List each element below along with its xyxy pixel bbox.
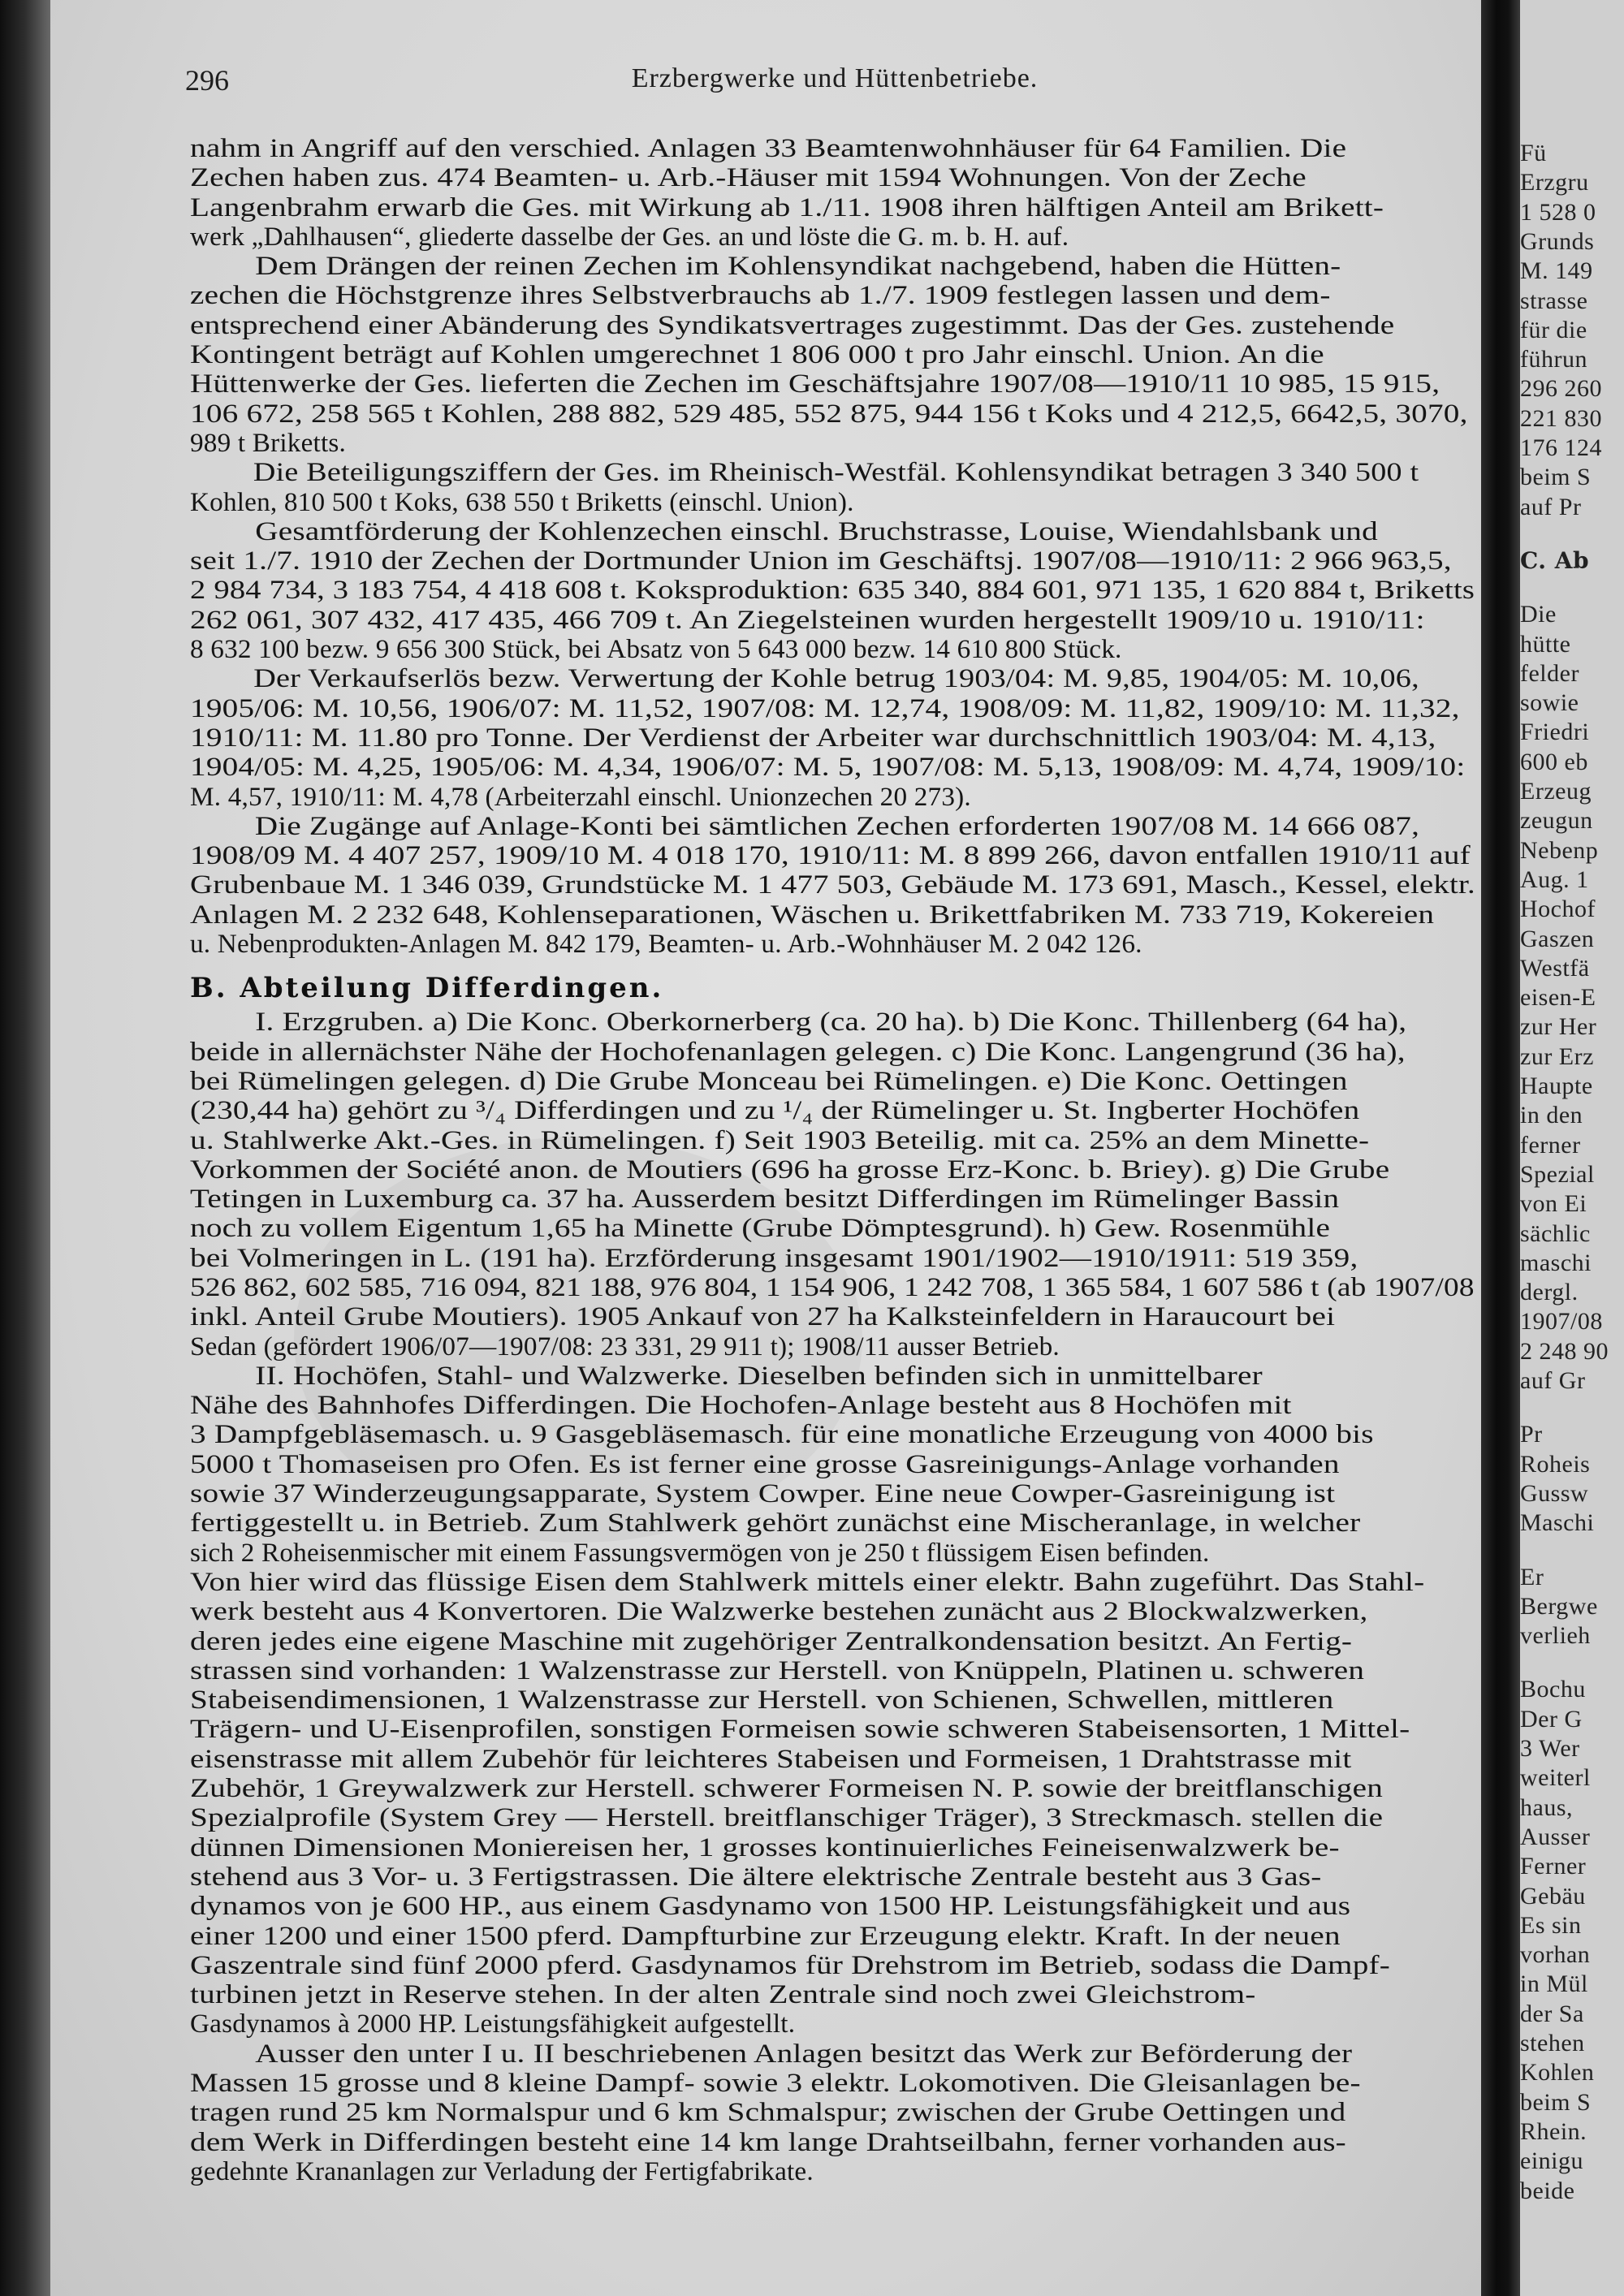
facing-page-line: Kohlen <box>1520 2059 1595 2087</box>
facing-page-line: Der G <box>1520 1705 1583 1733</box>
facing-page-line: führun <box>1520 346 1587 373</box>
facing-page-line: 221 830 <box>1520 404 1602 432</box>
text-line: stehend aus 3 Vor- u. 3 Fertigstrassen. Die ältere elektrische Zentrale besteht aus 3 Gas- <box>190 1862 1322 1892</box>
facing-page-line: strasse <box>1520 287 1588 314</box>
text-line: 5000 t Thomaseisen pro Ofen. Es ist ferner eine grosse Gasreinigungs-Anlage vorhanden <box>190 1449 1340 1479</box>
text-line: eisenstrasse mit allem Zubehör für leichteres Stabeisen und Formeisen, 1 Drahtstrasse mit <box>190 1744 1352 1774</box>
text-line: u. Nebenprodukten-Anlagen M. 842 179, Beamten- u. Arb.-Wohnhäuser M. 2 042 126. <box>190 930 1142 960</box>
text-line: 3 Dampfgebläsemasch. u. 9 Gasgebläsemasch. für eine monatliche Erzeugung von 4000 bis <box>190 1420 1374 1450</box>
text-line: dünnen Dimensionen Moniereisen her, 1 grosses kontinuierliches Feineisenwalzwerk be- <box>190 1832 1340 1862</box>
facing-page-line: 600 eb <box>1520 748 1588 775</box>
text-line: 8 632 100 bezw. 9 656 300 Stück, bei Absatz von 5 643 000 bezw. 14 610 800 Stück. <box>190 635 1122 665</box>
text-line: Langenbrahm erwarb die Ges. mit Wirkung ab 1./11. 1908 ihren hälftigen Anteil am Brikett- <box>190 192 1384 222</box>
facing-page-line: zur Erz <box>1520 1042 1594 1070</box>
facing-page-line: 1907/08 <box>1520 1308 1603 1336</box>
body-text <box>190 134 1481 2186</box>
facing-page-line: Bochu <box>1520 1676 1586 1703</box>
text-line: turbinen jetzt in Reserve stehen. In der alten Zentrale sind noch zwei Gleichstrom- <box>190 1980 1256 2010</box>
facing-page-line: Es sin <box>1520 1911 1582 1939</box>
facing-page-line: Westfä <box>1520 954 1590 982</box>
facing-page-line: 3 Wer <box>1520 1735 1580 1762</box>
text-line: 262 061, 307 432, 417 435, 466 709 t. An Ziegelsteinen wurden hergestellt 1909/10 u. 1910/11: <box>190 605 1425 635</box>
text-line: Zechen haben zus. 474 Beamten- u. Arb.-Häuser mit 1594 Wohnungen. Von der Zeche <box>190 163 1307 193</box>
text-line: zechen die Höchstgrenze ihres Selbstverbrauchs ab 1./7. 1909 festlegen lassen und dem- <box>190 281 1331 311</box>
text-line: 1905/06: M. 10,56, 1906/07: M. 11,52, 1907/08: M. 12,74, 1908/09: M. 11,82, 1909/10: M. 11,32, <box>190 693 1460 723</box>
text-line: noch zu vollem Eigentum 1,65 ha Minette (Grube Dömptesgrund). h) Gew. Rosenmühle <box>190 1214 1331 1244</box>
facing-page-line: beim S <box>1520 464 1592 491</box>
text-line: Gesamtförderung der Kohlenzechen einschl. Bruchstrasse, Louise, Wiendahlsbank und <box>255 516 1378 546</box>
text-line: bei Rümelingen gelegen. d) Die Grube Monceau bei Rümelingen. e) Die Konc. Oettingen <box>190 1066 1348 1096</box>
text-line: Kohlen, 810 500 t Koks, 638 550 t Briketts (einschl. Union). <box>190 487 854 517</box>
text-line: Grubenbaue M. 1 346 039, Grundstücke M. 1 477 503, Gebäude M. 173 691, Masch., Kessel, elektr. <box>190 870 1475 900</box>
facing-page-line: Rhein. <box>1520 2117 1587 2145</box>
facing-page-line: Maschi <box>1520 1509 1595 1537</box>
text-line: (230,44 ha) gehört zu ³/₄ Differdingen und zu ¹/₄ der Rümelinger u. St. Ingberter Hochöfen <box>190 1096 1360 1126</box>
text-line: Stabeisendimensionen, 1 Walzenstrasse zur Herstell. von Schienen, Schwellen, mittleren <box>190 1685 1334 1716</box>
facing-page-line: von Ei <box>1520 1190 1587 1218</box>
text-line: dynamos von je 600 HP., aus einem Gasdynamo von 1500 HP. Leistungsfähigkeit und aus <box>190 1892 1351 1922</box>
running-title: Erzbergwerke und Hüttenbetriebe. <box>631 63 1039 93</box>
facing-page-line: beim S <box>1520 2088 1592 2116</box>
facing-page-line: für die <box>1520 316 1587 343</box>
text-line: Von hier wird das flüssige Eisen dem Stahlwerk mittels einer elektr. Bahn zugeführt. Das Stahl- <box>190 1567 1425 1597</box>
text-line: fertiggestellt u. in Betrieb. Zum Stahlwerk gehört zunächst eine Mischeranlage, in welcher <box>190 1508 1361 1539</box>
scan-left-edge <box>0 0 50 2296</box>
text-line: 526 862, 602 585, 716 094, 821 188, 976 804, 1 154 906, 1 242 708, 1 365 584, 1 607 586 t (ab 1907/08 <box>190 1272 1475 1302</box>
text-line: Tetingen in Luxemburg ca. 37 ha. Ausserdem besitzt Differdingen im Rümelinger Bassin <box>190 1185 1340 1215</box>
text-line: Der Verkaufserlös bezw. Verwertung der Kohle betrug 1903/04: M. 9,85, 1904/05: M. 10,06, <box>253 664 1419 694</box>
text-line: werk „Dahlhausen“, gliederte dasselbe der Ges. an und löste die G. m. b. H. auf. <box>190 222 1069 252</box>
text-line: I. Erzgruben. a) Die Konc. Oberkornerberg (ca. 20 ha). b) Die Konc. Thillenberg (64 ha), <box>255 1008 1407 1038</box>
facing-page-line: Er <box>1520 1563 1544 1590</box>
facing-page-line: Fü <box>1520 140 1547 166</box>
facing-page-line: Bergwe <box>1520 1592 1598 1620</box>
text-line: nahm in Angriff auf den verschied. Anlagen 33 Beamtenwohnhäuser für 64 Familien. Die <box>190 134 1347 163</box>
facing-page-line: ferner <box>1520 1131 1581 1159</box>
facing-page-line: auf Gr <box>1520 1367 1586 1394</box>
text-line: dem Werk in Differdingen besteht eine 14 km lange Drahtseilbahn, ferner vorhanden aus- <box>190 2127 1346 2157</box>
text-line: beide in allernächster Nähe der Hochofenanlagen gelegen. c) Die Konc. Langengrund (36 ha), <box>190 1037 1406 1067</box>
facing-page-line: Ausser <box>1520 1823 1591 1850</box>
text-line: Sedan (gefördert 1906/07—1907/08: 23 331, 29 911 t); 1908/11 ausser Betrieb. <box>190 1331 1060 1362</box>
facing-page-line: eisen-E <box>1520 984 1596 1012</box>
facing-page-line: 296 260 <box>1520 375 1602 403</box>
facing-page-line: C. Ab <box>1520 546 1590 574</box>
facing-page-line: haus, <box>1520 1793 1573 1821</box>
facing-page-line: Die <box>1520 601 1557 628</box>
facing-page-line: Friedri <box>1520 719 1590 746</box>
facing-page-line: hütte <box>1520 630 1571 658</box>
facing-page-fragment <box>1520 0 1624 2296</box>
facing-page-line: 176 124 <box>1520 434 1602 461</box>
text-line: Gasdynamos à 2000 HP. Leistungsfähigkeit aufgestellt. <box>190 2009 796 2039</box>
text-line: inkl. Anteil Grube Moutiers). 1905 Ankauf von 27 ha Kalksteinfeldern in Haraucourt bei <box>190 1302 1336 1332</box>
facing-page-line: zeugun <box>1520 807 1593 835</box>
facing-page-line: beide <box>1520 2177 1575 2204</box>
text-line: tragen rund 25 km Normalspur und 6 km Schmalspur; zwischen der Grube Oettingen und <box>190 2098 1346 2128</box>
facing-page-line: Pr <box>1520 1421 1543 1448</box>
text-line: Dem Drängen der reinen Zechen im Kohlensyndikat nachgebend, haben die Hütten- <box>255 252 1341 282</box>
text-line: Massen 15 grosse und 8 kleine Dampf- sowie 3 elektr. Lokomotiven. Die Gleisanlagen be- <box>190 2069 1361 2098</box>
text-line: Vorkommen der Société anon. de Moutiers (696 ha grosse Erz-Konc. b. Briey). g) Die Grube <box>190 1154 1390 1185</box>
facing-page-line: 2 248 90 <box>1520 1337 1609 1365</box>
facing-page-line: Gaszen <box>1520 925 1595 952</box>
facing-page-line: Roheis <box>1520 1450 1591 1478</box>
facing-page-line: felder <box>1520 659 1579 687</box>
facing-page-line: Ferner <box>1520 1853 1587 1880</box>
facing-page-line: der Sa <box>1520 2000 1584 2027</box>
text-line: deren jedes eine eigene Maschine mit zugehöriger Zentralkondensation besitzt. An Fertig- <box>190 1626 1353 1656</box>
facing-page-line: auf Pr <box>1520 493 1582 520</box>
facing-page-line: Erzgru <box>1520 169 1589 196</box>
facing-page-line: Haupte <box>1520 1072 1593 1099</box>
text-line: II. Hochöfen, Stahl- und Walzwerke. Dieselben befinden sich in unmittelbarer <box>255 1361 1263 1391</box>
page-number: 296 <box>185 64 229 97</box>
text-line: 1908/09 M. 4 407 257, 1909/10 M. 4 018 170, 1910/11: M. 8 899 266, davon entfallen 1910/11 auf <box>190 841 1471 871</box>
facing-page-line: 1 528 0 <box>1520 198 1596 226</box>
facing-page-line: in den <box>1520 1102 1583 1129</box>
facing-page-line: in Mül <box>1520 1970 1588 1998</box>
text-line: gedehnte Krananlagen zur Verladung der Fertigfabrikate. <box>190 2156 814 2186</box>
text-line: Die Zugänge auf Anlage-Konti bei sämtlichen Zechen erforderten 1907/08 M. 14 666 087, <box>254 811 1420 841</box>
text-line: Nähe des Bahnhofes Differdingen. Die Hochofen-Anlage besteht aus 8 Hochöfen mit <box>190 1391 1292 1421</box>
text-line: sowie 37 Winderzeugungsapparate, System Cowper. Eine neue Cowper-Gasreinigung ist <box>190 1479 1336 1509</box>
facing-page-line: sowie <box>1520 689 1579 717</box>
text-line: u. Stahlwerke Akt.-Ges. in Rümelingen. f) Seit 1903 Beteilig. mit ca. 25% an dem Minette- <box>190 1125 1370 1155</box>
facing-page-line: zur Her <box>1520 1013 1597 1041</box>
text-line: einer 1200 und einer 1500 pferd. Dampfturbine zur Erzeugung elektr. Kraft. In der neuen <box>190 1921 1341 1951</box>
text-line: 106 672, 258 565 t Kohlen, 288 882, 529 485, 552 875, 944 156 t Koks und 4 212,5, 6642,5, 3070, <box>190 399 1468 429</box>
text-line: sich 2 Roheisenmischer mit einem Fassungsvermögen von je 250 t flüssigem Eisen befinden. <box>190 1538 1210 1568</box>
facing-page-line: Gebäu <box>1520 1882 1586 1910</box>
text-line: Die Beteiligungsziffern der Ges. im Rheinisch-Westfäl. Kohlensyndikat betragen 3 340 500 t <box>253 458 1419 488</box>
facing-page-line: einigu <box>1520 2147 1583 2175</box>
text-line: Ausser den unter I u. II beschriebenen Anlagen besitzt das Werk zur Beförderung der <box>255 2039 1353 2069</box>
facing-page-line: vorhan <box>1520 1941 1591 1969</box>
text-line: M. 4,57, 1910/11: M. 4,78 (Arbeiterzahl einschl. Unionzechen 20 273). <box>190 782 971 812</box>
facing-page-line: Grunds <box>1520 227 1595 255</box>
facing-page-line: Aug. 1 <box>1520 865 1589 893</box>
facing-page-line: maschi <box>1520 1249 1592 1276</box>
text-line: 1910/11: M. 11.80 pro Tonne. Der Verdienst der Arbeiter war durchschnittlich 1903/04: M. 4,13, <box>190 723 1436 753</box>
facing-page-line: Spezial <box>1520 1160 1595 1188</box>
text-line: entsprechend einer Abänderung des Syndikatsvertrages zugestimmt. Das der Ges. zustehende <box>190 310 1395 340</box>
text-line: seit 1./7. 1910 der Zechen der Dortmunder Union im Geschäftsj. 1907/08—1910/11: 2 966 963,5, <box>190 546 1452 576</box>
facing-page-line: M. 149 <box>1520 257 1593 285</box>
facing-page-line: stehen <box>1520 2030 1585 2056</box>
text-line: Zubehör, 1 Greywalzwerk zur Herstell. schwerer Formeisen N. P. sowie der breitflanschigen <box>190 1774 1384 1804</box>
text-line: 1904/05: M. 4,25, 1905/06: M. 4,34, 1906/07: M. 5, 1907/08: M. 5,13, 1908/09: M. 4,74, 1909/10: <box>190 753 1466 783</box>
facing-page-line: Gussw <box>1520 1479 1589 1507</box>
text-line: Gaszentrale sind fünf 2000 pferd. Gasdynamos für Drehstrom im Betrieb, sodass die Dampf- <box>190 1950 1391 1980</box>
facing-page-line: sächlic <box>1520 1219 1591 1247</box>
facing-page-line: Erzeug <box>1520 778 1592 805</box>
facing-page-line: Nebenp <box>1520 836 1599 864</box>
text-line: Kontingent beträgt auf Kohlen umgerechnet 1 806 000 t pro Jahr einschl. Union. An die <box>190 340 1324 370</box>
text-line: Anlagen M. 2 232 648, Kohlenseparationen, Wäschen u. Brikettfabriken M. 733 719, Kokereien <box>190 900 1435 930</box>
text-line: Hüttenwerke der Ges. lieferten die Zechen im Geschäftsjahre 1907/08—1910/11 10 985, 15 915, <box>190 369 1440 399</box>
book-gutter <box>1481 0 1520 2296</box>
text-line: strassen sind vorhanden: 1 Walzenstrasse zur Herstell. von Knüppeln, Platinen u. schweren <box>190 1655 1365 1685</box>
text-line: 989 t Briketts. <box>190 428 346 458</box>
facing-page-line: Hochof <box>1520 896 1596 923</box>
facing-page-line: weiterl <box>1520 1764 1591 1792</box>
text-line: werk besteht aus 4 Konvertoren. Die Walzwerke bestehen zunächt aus 2 Blockwalzwerken, <box>190 1597 1368 1627</box>
text-line: 2 984 734, 3 183 754, 4 418 608 t. Koksproduktion: 635 340, 884 601, 971 135, 1 620 884 t, Briketts <box>190 576 1475 606</box>
facing-page-line: dergl. <box>1520 1279 1579 1306</box>
text-line: bei Volmeringen in L. (191 ha). Erzförderung insgesamt 1901/1902—1910/1911: 519 359, <box>190 1243 1358 1273</box>
text-line: Spezialprofile (System Grey — Herstell. breitflanschiger Träger), 3 Streckmasch. stellen die <box>190 1803 1384 1833</box>
section-heading: B. Abteilung Differdingen. <box>190 972 664 1005</box>
facing-page-line: verlieh <box>1520 1622 1591 1650</box>
running-head <box>185 63 1476 104</box>
text-line: Trägern- und U-Eisenprofilen, sonstigen Formeisen sowie schweren Stabeisensorten, 1 Mittel- <box>190 1715 1410 1745</box>
